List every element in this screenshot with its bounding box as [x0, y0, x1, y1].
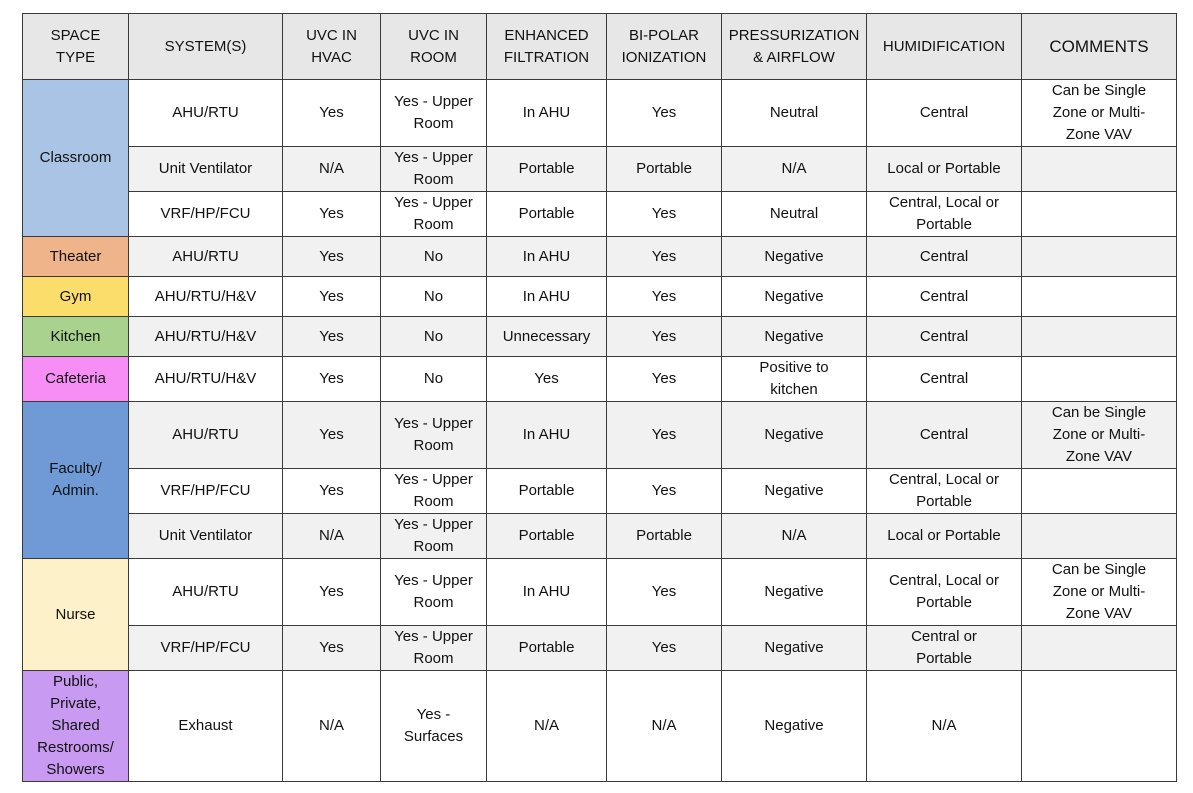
- systems-cell: Unit Ventilator: [129, 514, 283, 559]
- systems-cell: AHU/RTU: [129, 237, 283, 277]
- uvc-in-hvac-cell: Yes: [283, 469, 381, 514]
- enhanced-filtration-cell: In AHU: [487, 402, 607, 469]
- pressurization-airflow-cell: N/A: [722, 514, 867, 559]
- bipolar-ionization-cell: Yes: [607, 626, 722, 671]
- hvac-strategy-table: [22, 13, 1177, 782]
- comments-cell: [1022, 671, 1177, 782]
- humidification-cell: Central: [867, 402, 1022, 469]
- pressurization-airflow-cell: Negative: [722, 626, 867, 671]
- humidification-cell: Local or Portable: [867, 514, 1022, 559]
- humidification-cell: Central, Local or Portable: [867, 559, 1022, 626]
- uvc-in-room-cell: Yes - Upper Room: [381, 469, 487, 514]
- enhanced-filtration-cell: Yes: [487, 357, 607, 402]
- table-row: [23, 559, 1177, 626]
- pressurization-airflow-cell: Negative: [722, 277, 867, 317]
- uvc-in-hvac-cell: Yes: [283, 317, 381, 357]
- uvc-in-hvac-cell: Yes: [283, 80, 381, 147]
- header-uvc-in-hvac: UVC IN HVAC: [283, 14, 381, 80]
- bipolar-ionization-cell: Portable: [607, 147, 722, 192]
- systems-cell: Unit Ventilator: [129, 147, 283, 192]
- header-systems: SYSTEM(S): [129, 14, 283, 80]
- uvc-in-hvac-cell: Yes: [283, 357, 381, 402]
- bipolar-ionization-cell: Yes: [607, 80, 722, 147]
- header-pressurization-airflow: PRESSURIZATION & AIRFLOW: [722, 14, 867, 80]
- comments-cell: Can be Single Zone or Multi- Zone VAV: [1022, 80, 1177, 147]
- systems-cell: VRF/HP/FCU: [129, 626, 283, 671]
- humidification-cell: Central: [867, 317, 1022, 357]
- comments-cell: [1022, 277, 1177, 317]
- humidification-cell: Central or Portable: [867, 626, 1022, 671]
- uvc-in-hvac-cell: Yes: [283, 237, 381, 277]
- comments-cell: Can be Single Zone or Multi- Zone VAV: [1022, 402, 1177, 469]
- uvc-in-hvac-cell: N/A: [283, 514, 381, 559]
- humidification-cell: Central, Local or Portable: [867, 192, 1022, 237]
- pressurization-airflow-cell: Neutral: [722, 192, 867, 237]
- uvc-in-room-cell: No: [381, 317, 487, 357]
- comments-cell: [1022, 514, 1177, 559]
- comments-cell: [1022, 317, 1177, 357]
- uvc-in-room-cell: No: [381, 237, 487, 277]
- table-row: [23, 671, 1177, 782]
- bipolar-ionization-cell: Yes: [607, 357, 722, 402]
- pressurization-airflow-cell: Neutral: [722, 80, 867, 147]
- uvc-in-hvac-cell: Yes: [283, 192, 381, 237]
- bipolar-ionization-cell: Yes: [607, 559, 722, 626]
- comments-cell: [1022, 192, 1177, 237]
- table-row: [23, 514, 1177, 559]
- comments-cell: [1022, 626, 1177, 671]
- uvc-in-room-cell: Yes - Upper Room: [381, 147, 487, 192]
- uvc-in-hvac-cell: Yes: [283, 626, 381, 671]
- systems-cell: VRF/HP/FCU: [129, 192, 283, 237]
- space-type-cell: Faculty/ Admin.: [23, 402, 129, 559]
- space-type-cell: Cafeteria: [23, 357, 129, 402]
- table-body: [23, 80, 1177, 782]
- table-row: [23, 192, 1177, 237]
- comments-cell: [1022, 469, 1177, 514]
- pressurization-airflow-cell: Negative: [722, 402, 867, 469]
- table-row: [23, 80, 1177, 147]
- table-row: [23, 147, 1177, 192]
- table-row: [23, 317, 1177, 357]
- uvc-in-room-cell: Yes - Upper Room: [381, 626, 487, 671]
- pressurization-airflow-cell: Negative: [722, 237, 867, 277]
- table-row: [23, 357, 1177, 402]
- comments-cell: Can be Single Zone or Multi- Zone VAV: [1022, 559, 1177, 626]
- uvc-in-room-cell: Yes - Surfaces: [381, 671, 487, 782]
- pressurization-airflow-cell: Negative: [722, 559, 867, 626]
- uvc-in-room-cell: Yes - Upper Room: [381, 192, 487, 237]
- enhanced-filtration-cell: Portable: [487, 147, 607, 192]
- header-bipolar-ionization: BI-POLAR IONIZATION: [607, 14, 722, 80]
- uvc-in-hvac-cell: N/A: [283, 671, 381, 782]
- comments-cell: [1022, 357, 1177, 402]
- humidification-cell: Central: [867, 80, 1022, 147]
- header-humidification: HUMIDIFICATION: [867, 14, 1022, 80]
- header-row: [23, 14, 1177, 80]
- systems-cell: VRF/HP/FCU: [129, 469, 283, 514]
- systems-cell: AHU/RTU: [129, 402, 283, 469]
- humidification-cell: Central: [867, 277, 1022, 317]
- pressurization-airflow-cell: Negative: [722, 671, 867, 782]
- systems-cell: Exhaust: [129, 671, 283, 782]
- bipolar-ionization-cell: Yes: [607, 192, 722, 237]
- enhanced-filtration-cell: Unnecessary: [487, 317, 607, 357]
- enhanced-filtration-cell: Portable: [487, 192, 607, 237]
- enhanced-filtration-cell: In AHU: [487, 237, 607, 277]
- space-type-cell: Kitchen: [23, 317, 129, 357]
- bipolar-ionization-cell: Yes: [607, 277, 722, 317]
- humidification-cell: Local or Portable: [867, 147, 1022, 192]
- enhanced-filtration-cell: Portable: [487, 469, 607, 514]
- header-enhanced-filtration: ENHANCED FILTRATION: [487, 14, 607, 80]
- header-space-type: SPACE TYPE: [23, 14, 129, 80]
- systems-cell: AHU/RTU/H&V: [129, 317, 283, 357]
- systems-cell: AHU/RTU/H&V: [129, 357, 283, 402]
- uvc-in-hvac-cell: Yes: [283, 559, 381, 626]
- uvc-in-room-cell: Yes - Upper Room: [381, 559, 487, 626]
- space-type-cell: Classroom: [23, 80, 129, 237]
- humidification-cell: Central: [867, 357, 1022, 402]
- humidification-cell: Central: [867, 237, 1022, 277]
- header-uvc-in-room: UVC IN ROOM: [381, 14, 487, 80]
- uvc-in-hvac-cell: Yes: [283, 402, 381, 469]
- hvac-strategy-table-container: [22, 13, 1177, 782]
- uvc-in-room-cell: No: [381, 277, 487, 317]
- humidification-cell: N/A: [867, 671, 1022, 782]
- pressurization-airflow-cell: N/A: [722, 147, 867, 192]
- comments-cell: [1022, 147, 1177, 192]
- bipolar-ionization-cell: Yes: [607, 317, 722, 357]
- table-row: [23, 626, 1177, 671]
- space-type-cell: Nurse: [23, 559, 129, 671]
- pressurization-airflow-cell: Positive to kitchen: [722, 357, 867, 402]
- systems-cell: AHU/RTU: [129, 80, 283, 147]
- bipolar-ionization-cell: Yes: [607, 402, 722, 469]
- systems-cell: AHU/RTU/H&V: [129, 277, 283, 317]
- uvc-in-hvac-cell: N/A: [283, 147, 381, 192]
- uvc-in-room-cell: Yes - Upper Room: [381, 514, 487, 559]
- space-type-cell: Gym: [23, 277, 129, 317]
- uvc-in-room-cell: No: [381, 357, 487, 402]
- pressurization-airflow-cell: Negative: [722, 317, 867, 357]
- uvc-in-room-cell: Yes - Upper Room: [381, 80, 487, 147]
- enhanced-filtration-cell: In AHU: [487, 559, 607, 626]
- enhanced-filtration-cell: In AHU: [487, 80, 607, 147]
- table-row: [23, 402, 1177, 469]
- uvc-in-hvac-cell: Yes: [283, 277, 381, 317]
- bipolar-ionization-cell: Yes: [607, 237, 722, 277]
- comments-cell: [1022, 237, 1177, 277]
- enhanced-filtration-cell: N/A: [487, 671, 607, 782]
- header-comments: COMMENTS: [1022, 14, 1177, 80]
- table-row: [23, 469, 1177, 514]
- bipolar-ionization-cell: N/A: [607, 671, 722, 782]
- bipolar-ionization-cell: Portable: [607, 514, 722, 559]
- uvc-in-room-cell: Yes - Upper Room: [381, 402, 487, 469]
- enhanced-filtration-cell: Portable: [487, 514, 607, 559]
- table-row: [23, 237, 1177, 277]
- enhanced-filtration-cell: Portable: [487, 626, 607, 671]
- enhanced-filtration-cell: In AHU: [487, 277, 607, 317]
- table-row: [23, 277, 1177, 317]
- bipolar-ionization-cell: Yes: [607, 469, 722, 514]
- humidification-cell: Central, Local or Portable: [867, 469, 1022, 514]
- systems-cell: AHU/RTU: [129, 559, 283, 626]
- space-type-cell: Public, Private, Shared Restrooms/ Showers: [23, 671, 129, 782]
- pressurization-airflow-cell: Negative: [722, 469, 867, 514]
- space-type-cell: Theater: [23, 237, 129, 277]
